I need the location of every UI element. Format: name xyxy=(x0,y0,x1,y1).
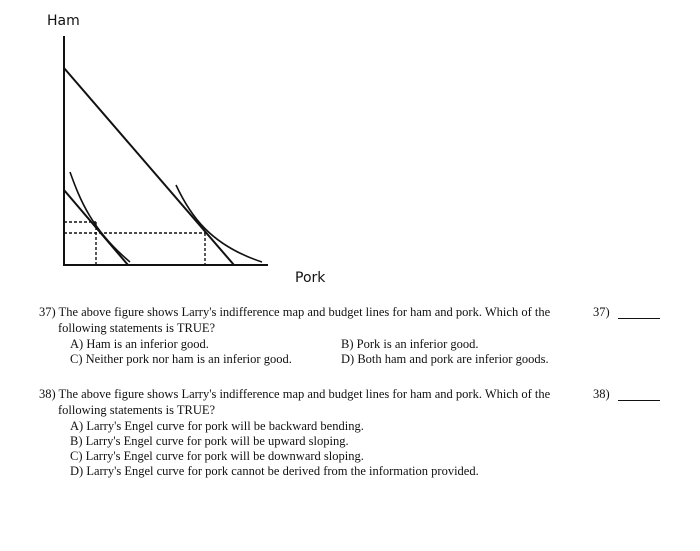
indifference-curve-high xyxy=(176,185,262,262)
q38-stem-line1: 38) The above figure shows Larry's indifference map and budget lines for ham and pork. Which of the xyxy=(39,387,551,401)
q37-option-a[interactable]: A) Ham is an inferior good. xyxy=(70,337,209,351)
q38-number: 38) xyxy=(593,387,610,401)
y-axis-label: Ham xyxy=(47,13,80,29)
q38-option-d[interactable]: D) Larry's Engel curve for pork cannot be derived from the information provided. xyxy=(70,464,479,478)
q37-option-b[interactable]: B) Pork is an inferior good. xyxy=(341,337,479,351)
q37-stem-line1: 37) The above figure shows Larry's indifference map and budget lines for ham and pork. Which of the xyxy=(39,305,551,319)
q38-option-a[interactable]: A) Larry's Engel curve for pork will be backward bending. xyxy=(70,419,364,433)
q38-answer-blank[interactable] xyxy=(618,399,660,401)
q38-option-b[interactable]: B) Larry's Engel curve for pork will be upward sloping. xyxy=(70,434,349,448)
indifference-curve-low xyxy=(70,172,130,262)
q38-stem xyxy=(39,387,599,418)
budget-line-outer xyxy=(64,68,234,265)
q38-stem-line2: following statements is TRUE? xyxy=(58,402,216,417)
q37-stem-line2: following statements is TRUE? xyxy=(58,320,216,335)
q37-stem xyxy=(39,305,599,336)
x-axis-label: Pork xyxy=(295,270,326,286)
q37-number: 37) xyxy=(593,305,610,319)
q38-option-c[interactable]: C) Larry's Engel curve for pork will be downward sloping. xyxy=(70,449,364,463)
q37-option-c[interactable]: C) Neither pork nor ham is an inferior good. xyxy=(70,352,292,366)
q37-answer-blank[interactable] xyxy=(618,317,660,319)
q37-option-d[interactable]: D) Both ham and pork are inferior goods. xyxy=(341,352,549,366)
